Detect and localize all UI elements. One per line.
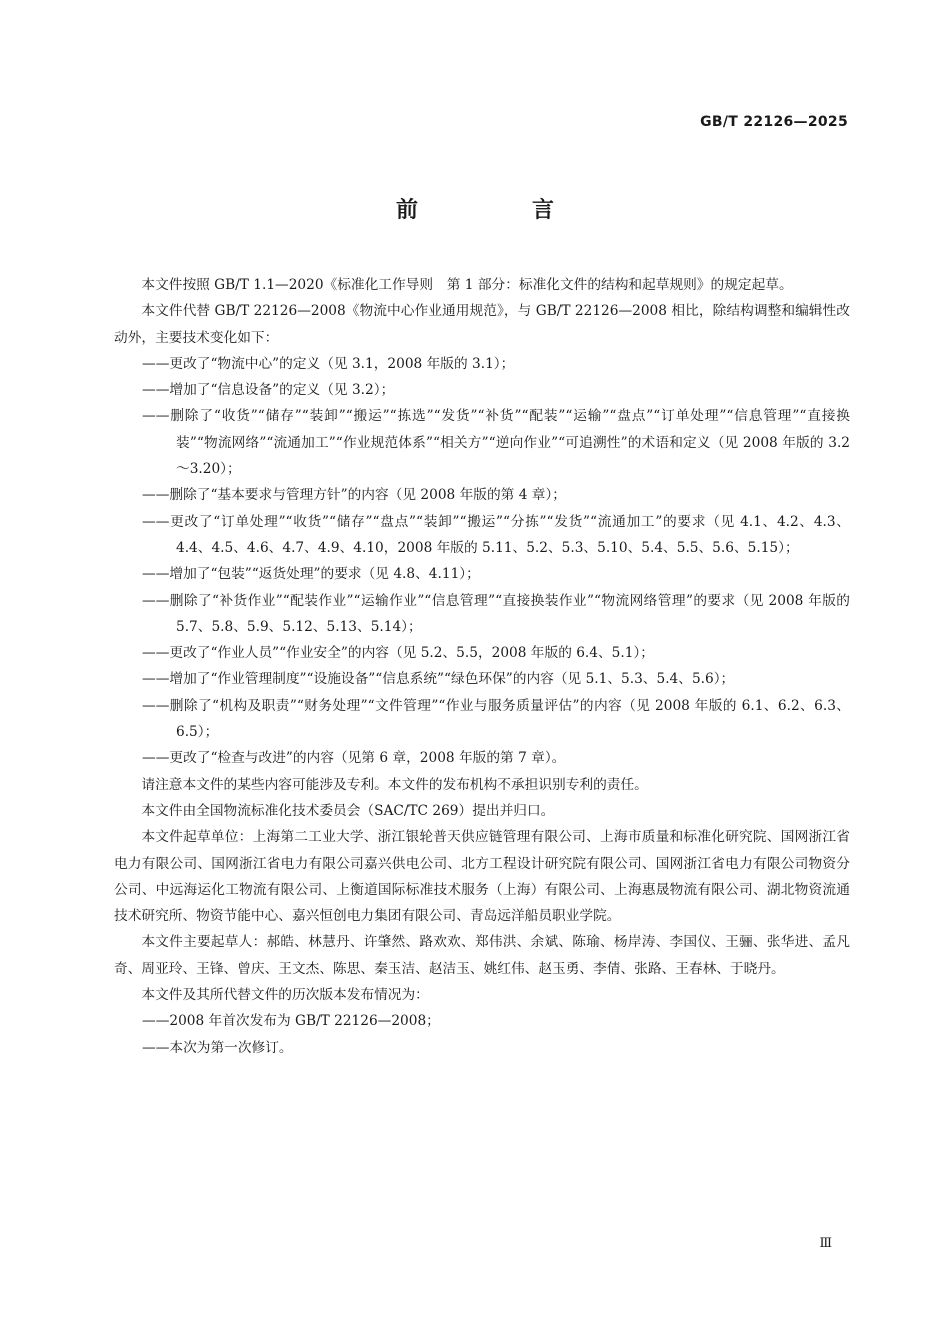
- change-item: ——删除了“基本要求与管理方针”的内容（见 2008 年版的第 4 章）；: [142, 487, 566, 504]
- paragraph-drafting-rules: 本文件按照 GB/T 1.1—2020《标准化工作导则 第 1 部分：标准化文件的结构和起草规则》的规定起草。: [141, 277, 793, 293]
- page-number: Ⅲ: [819, 1236, 832, 1251]
- change-item: ——更改了“作业人员”“作业安全”的内容（见 5.2、5.5，2008 年版的 6.4、5.1）；: [142, 645, 654, 662]
- paragraph-drafters: 本文件主要起草人：郝皓、林慧丹、许肇然、路欢欢、郑伟洪、余斌、陈瑜、杨岸涛、李国仪、王骊、张华进、孟凡奇、周亚玲、王锋、曾庆、王文杰、陈思、秦玉洁、赵洁玉、姚红伟、赵玉勇、李倩、张路、王春林、于晓丹。: [114, 934, 850, 977]
- change-item: ——更改了“订单处理”“收货”“储存”“盘点”“装卸”“搬运”“分拣”“发货”“流通加工”的要求（见 4.1、4.2、4.3、4.4、4.5、4.6、4.7、4.9、4.10，2008 年版的 5.11、5.2、5.3、5.10、5.4、5.5、5.6、5.15）；: [142, 513, 850, 556]
- change-item: ——删除了“收货”“储存”“装卸”“搬运”“拣选”“发货”“补货”“配装”“运输”“盘点”“订单处理”“信息管理”“直接换装”“物流网络”“流通加工”“作业规范体系”“相关方”“逆向作业”“可追溯性”的术语和定义（见 2008 年版的 3.2～3.20）；: [142, 408, 850, 478]
- paragraph-history-intro: 本文件及其所代替文件的历次版本发布情况为：: [141, 987, 429, 1004]
- change-item: ——删除了“补货作业”“配装作业”“运输作业”“信息管理”“直接换装作业”“物流网络管理”的要求（见 2008 年版的 5.7、5.8、5.9、5.12、5.13、5.14）；: [142, 592, 850, 635]
- change-item: ——更改了“物流中心”的定义（见 3.1，2008 年版的 3.1）；: [142, 355, 515, 372]
- paragraph-drafting-units: 本文件起草单位：上海第二工业大学、浙江银轮普天供应链管理有限公司、上海市质量和标准化研究院、国网浙江省电力有限公司、国网浙江省电力有限公司嘉兴供电公司、北方工程设计研究院有限公司、国网浙江省电力有限公司物资分公司、中远海运化工物流有限公司、上衡道国际标准技术服务（上海）有限公司、上海惠晟物流有限公司、湖北物资流通技术研究所、物资节能中心、嘉兴恒创电力集团有限公司、青岛远洋船员职业学院。: [114, 829, 850, 925]
- change-item: ——增加了“信息设备”的定义（见 3.2）；: [142, 382, 395, 399]
- paragraph-patent-notice: 请注意本文件的某些内容可能涉及专利。本文件的发布机构不承担识别专利的责任。: [141, 776, 648, 793]
- paragraph-replacement: 本文件代替 GB/T 22126—2008《物流中心作业通用规范》，与 GB/T 22126—2008 相比，除结构调整和编辑性改动外，主要技术变化如下：: [114, 303, 850, 346]
- change-item: ——增加了“包装”“返货处理”的要求（见 4.8、4.11）；: [142, 566, 480, 583]
- history-item: ——2008 年首次发布为 GB/T 22126—2008；: [142, 1013, 440, 1030]
- change-item: ——增加了“作业管理制度”“设施设备”“信息系统”“绿色环保”的内容（见 5.1、5.3、5.4、5.6）；: [142, 671, 735, 688]
- paragraph-proposer: 本文件由全国物流标准化技术委员会（SAC/TC 269）提出并归口。: [141, 802, 555, 819]
- history-item: ——本次为第一次修订。: [142, 1039, 293, 1056]
- standard-code: GB/T 22126—2025: [700, 114, 848, 130]
- change-item: ——更改了“检查与改进”的内容（见第 6 章，2008 年版的第 7 章）。: [142, 750, 566, 767]
- page-title: 前 言: [395, 198, 600, 223]
- change-item: ——删除了“机构及职责”“财务处理”“文件管理”“作业与服务质量评估”的内容（见 2008 年版的 6.1、6.2、6.3、6.5）；: [142, 697, 850, 741]
- foreword-body: [114, 272, 850, 1061]
